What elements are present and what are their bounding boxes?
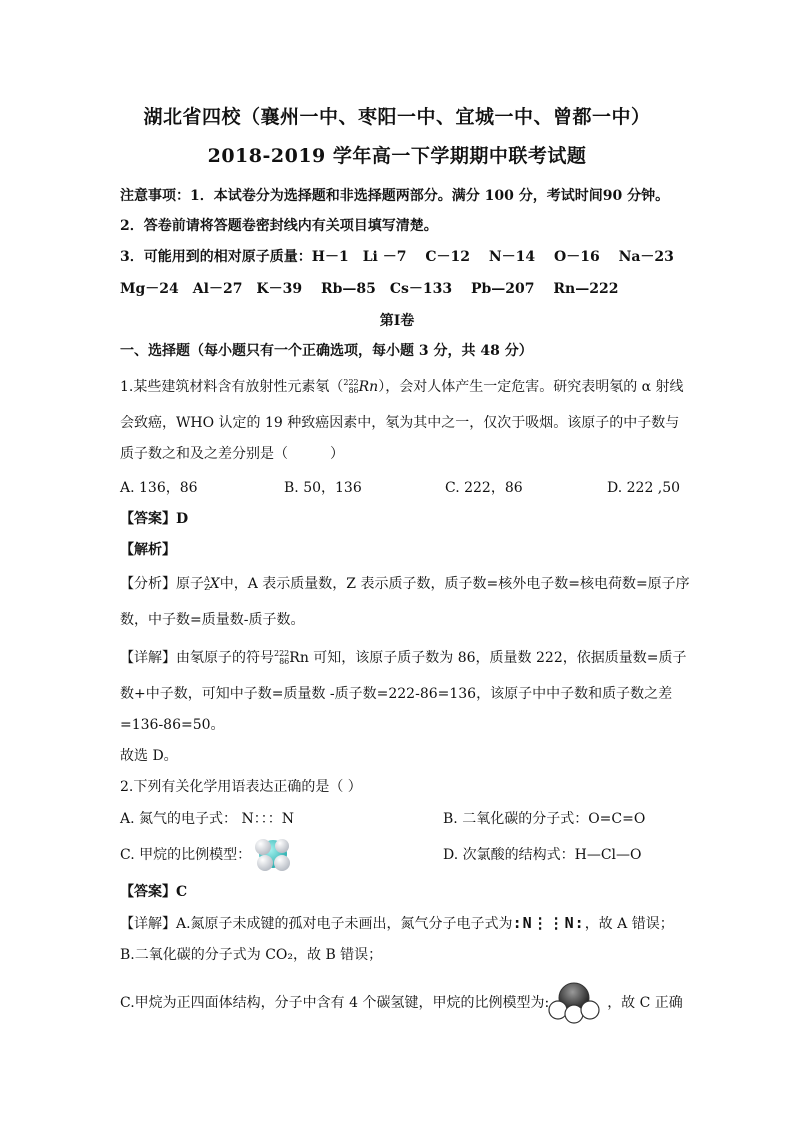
notes-line-1: 注意事项：1．本试卷分为选择题和非选择题两部分。满分 100 分，考试时间90 分钟。 — [120, 188, 670, 204]
radon-symbol: Rn — [358, 379, 379, 395]
q1-detail-text-b: 可知，该原子质子数为 86，质量数 222，依据质量数=质子 — [308, 650, 687, 666]
q1-option-c: C. 222，86 — [445, 480, 523, 496]
notes-line-2: 2．答卷前请将答题卷密封线内有关项目填写清楚。 — [120, 218, 438, 234]
q1-fenxi-line-2: 数，中子数=质量数-质子数。 — [120, 612, 305, 628]
notes-line-4: Mg－24 Al－27 K－39 Rb—85 Cs－133 Pb—207 Rn—222 — [120, 281, 619, 297]
notes-line-3: 3．可能用到的相对原子质量：H－1 Li －7 C－12 N－14 O－16 Na－23 — [120, 249, 674, 265]
radon-isotope-symbol — [343, 379, 378, 395]
q2-detail-line-1 — [120, 913, 684, 934]
q2-option-d: D. 次氯酸的结构式：H—Cl—O — [443, 847, 642, 863]
q1-option-a: A. 136，86 — [120, 480, 198, 496]
q1-option-b: B. 50，136 — [284, 480, 362, 496]
q2-option-b: B. 二氧化碳的分子式：O=C=O — [443, 811, 646, 827]
radon-mass-number-detail: 222 — [274, 649, 290, 658]
generic-element-symbol: X — [209, 576, 220, 592]
volume-label: 第Ⅰ卷 — [379, 313, 415, 329]
q1-fenxi-text-b: 中，A 表示质量数，Z 表示质子数，质子数=核外电子数=核电荷数=原子序 — [219, 576, 690, 592]
q2-answer: 【答案】C — [120, 884, 188, 900]
q2-option-a: A. 氮气的电子式： N：：：N — [120, 811, 294, 827]
q1-stem-text-a: 1.某些建筑材料含有放射性元素氡（ — [120, 379, 344, 395]
n2-electron-formula: :N⋮⋮N: — [512, 914, 585, 932]
q1-stem-line-1 — [120, 377, 684, 397]
radon-symbol-detail: Rn — [289, 650, 309, 666]
q1-answer: 【答案】D — [120, 511, 189, 527]
q1-detail-line-3: =136-86=50。 — [120, 717, 225, 733]
q1-stem-text-b: ），会对人体产生一定危害。研究表明氡的 α 射线 — [378, 379, 684, 395]
q1-conclusion: 故选 D。 — [120, 748, 178, 764]
q2-stem: 2.下列有关化学用语表达正确的是（ ） — [120, 779, 362, 795]
radon-isotope-symbol-detail — [274, 650, 309, 666]
q2-detail-text-b: ，故 A 错误； — [584, 916, 674, 932]
q2-detail-line-2: B.二氧化碳的分子式为 CO₂，故 B 错误； — [120, 947, 383, 963]
methane-gray-model-icon — [547, 979, 601, 1025]
radon-atomic-number: 86 — [348, 386, 359, 395]
q1-option-d: D. 222 ,50 — [607, 480, 681, 496]
q1-fenxi-text-a: 【分析】原子 — [120, 576, 204, 592]
q2-detail-c-text-a: C.甲烷为正四面体结构，分子中含有 4 个碳氢键，甲烷的比例模型为: — [120, 995, 550, 1011]
document-title: 湖北省四校（襄州一中、枣阳一中、宜城一中、曾都一中） — [143, 106, 651, 128]
q1-detail-line-2: 数+中子数，可知中子数=质量数 -质子数=222-86=136，该原子中中子数和质子数之差 — [120, 686, 673, 702]
q1-detail-text-a: 【详解】由氡原子的符号 — [120, 650, 274, 666]
generic-atomic-number: Z — [204, 583, 210, 592]
q2-detail-line-3 — [120, 993, 794, 1013]
q2-detail-c-text-b: ，故 C 正确 — [607, 995, 683, 1011]
q1-analysis-label: 【解析】 — [120, 542, 176, 558]
generic-mass-number: A — [204, 575, 210, 584]
radon-mass-number: 222 — [343, 378, 359, 387]
q1-detail-line-1 — [120, 648, 687, 668]
q1-fenxi-line-1 — [120, 574, 690, 594]
q1-stem-line-2: 会致癌，WHO 认定的 19 种致癌因素中，氡为其中之一，仅次于吸烟。该原子的中子数与 — [120, 415, 680, 431]
generic-isotope-symbol — [204, 576, 220, 592]
methane-color-model-icon — [253, 835, 293, 875]
section-heading: 一、选择题（每小题只有一个正确选项，每小题 3 分，共 48 分） — [120, 343, 533, 359]
q2-detail-text-a: 【详解】A.氮原子未成键的孤对电子未画出，氮气分子电子式为 — [120, 916, 513, 932]
document-subtitle: 2018-2019 学年高一下学期期中联考试题 — [207, 145, 587, 167]
radon-atomic-number-detail: 86 — [279, 657, 290, 666]
q1-stem-line-3: 质子数之和及之差分别是（ ） — [120, 446, 344, 462]
q2-option-c: C. 甲烷的比例模型： — [120, 847, 252, 863]
